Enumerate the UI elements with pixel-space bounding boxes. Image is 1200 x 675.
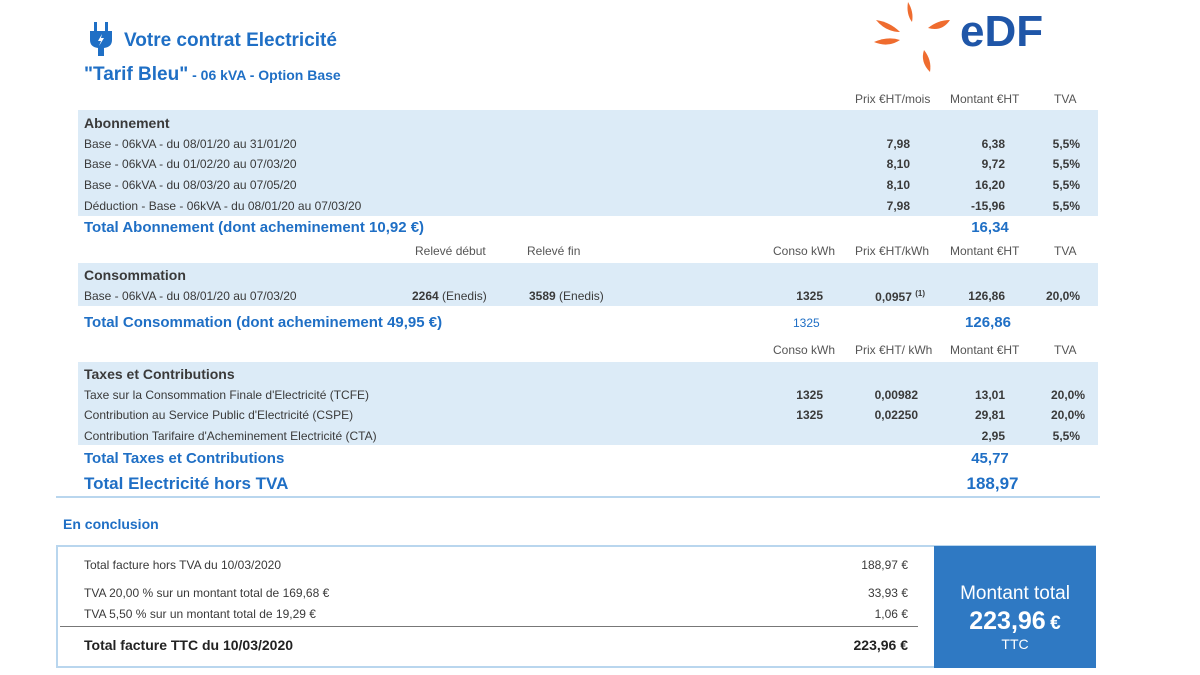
row-value: 33,93 €	[867, 586, 908, 600]
row-label: TVA 20,00 % sur un montant total de 169,68 €	[84, 586, 330, 600]
row-prix: 0,02250	[874, 408, 918, 422]
row-conso: 1325	[796, 388, 823, 402]
contract-title: Votre contrat Electricité	[124, 30, 337, 51]
montant-total-value: 223,96	[969, 607, 1046, 635]
row-montant: 9,72	[981, 157, 1005, 171]
row-tva: 5,5%	[1052, 429, 1080, 443]
col-montant-ht: Montant €HT	[950, 343, 1020, 357]
releve-debut-value: 2264	[412, 289, 439, 303]
row-montant: 126,86	[968, 289, 1005, 303]
edf-logo	[868, 0, 1068, 72]
row-tva: 5,5%	[1052, 157, 1080, 171]
row-label: Déduction - Base - 06kVA - du 08/01/20 au 07/03/20	[84, 199, 362, 213]
row-prix: 0,00982	[874, 388, 918, 402]
total-ttc-value: 223,96 €	[853, 637, 908, 653]
prix-value: 0,0957	[875, 290, 912, 304]
tarif-detail: - 06 kVA - Option Base	[188, 67, 341, 83]
col-prix-mois: Prix €HT/mois	[855, 92, 931, 106]
releve-fin-source: (Enedis)	[559, 289, 604, 303]
total-consommation-value: 126,86	[965, 314, 1011, 331]
row-tva: 5,5%	[1052, 178, 1080, 192]
row-label: Taxe sur la Consommation Finale d'Electricité (TCFE)	[84, 388, 370, 402]
row-montant: 16,20	[974, 178, 1005, 192]
total-consommation-conso: 1325	[793, 316, 820, 330]
row-value: 188,97 €	[861, 558, 908, 572]
col-tva: TVA	[1054, 244, 1077, 258]
row-label: Base - 06kVA - du 01/02/20 au 07/03/20	[84, 157, 297, 171]
row-prix: 8,10	[886, 178, 910, 192]
montant-total-currency: €	[1050, 613, 1061, 634]
row-label: Total facture hors TVA du 10/03/2020	[84, 558, 282, 572]
total-ht-value: 188,97	[966, 474, 1019, 493]
row-label: Base - 06kVA - du 08/01/20 au 31/01/20	[84, 137, 297, 151]
montant-total-box	[934, 546, 1096, 668]
col-conso-kwh: Conso kWh	[773, 343, 836, 357]
releve-debut	[412, 289, 487, 303]
row-prix: 7,98	[886, 199, 910, 213]
total-ht-label: Total Electricité hors TVA	[84, 474, 289, 493]
row-label: Contribution Tarifaire d'Acheminement Electricité (CTA)	[84, 429, 377, 443]
row-prix: 8,10	[886, 157, 910, 171]
row-tva: 20,0%	[1045, 289, 1080, 303]
row-tva: 20,0%	[1050, 388, 1085, 402]
col-montant-ht: Montant €HT	[950, 92, 1020, 106]
row-tva: 5,5%	[1052, 199, 1080, 213]
row-tva: 20,0%	[1050, 408, 1085, 422]
montant-total-suffix: TTC	[1001, 636, 1029, 652]
row-tva: 5,5%	[1052, 137, 1080, 151]
col-tva: TVA	[1054, 92, 1077, 106]
montant-total-amount	[934, 607, 1096, 636]
row-montant: -15,96	[970, 199, 1005, 213]
releve-debut-source: (Enedis)	[442, 289, 487, 303]
releve-fin	[529, 289, 604, 303]
plug-icon	[88, 22, 114, 56]
total-ttc-label: Total facture TTC du 10/03/2020	[84, 637, 294, 653]
col-releve-debut: Relevé début	[415, 244, 486, 258]
col-prix-kwh: Prix €HT/ kWh	[855, 343, 933, 357]
abonnement-title: Abonnement	[84, 115, 170, 131]
footnote-marker: (1)	[915, 289, 925, 298]
conclusion-divider	[60, 626, 918, 627]
consommation-title: Consommation	[84, 267, 186, 283]
col-tva: TVA	[1054, 343, 1077, 357]
row-label: Base - 06kVA - du 08/03/20 au 07/05/20	[84, 178, 297, 192]
total-taxes-value: 45,77	[971, 450, 1009, 467]
divider	[56, 496, 1100, 498]
row-conso: 1325	[796, 408, 823, 422]
row-montant: 13,01	[974, 388, 1005, 402]
col-conso-kwh: Conso kWh	[773, 244, 836, 258]
row-label: Contribution au Service Public d'Electricité (CSPE)	[84, 408, 354, 422]
row-montant: 2,95	[981, 429, 1005, 443]
montant-total-label: Montant total	[960, 583, 1070, 604]
total-consommation-label: Total Consommation (dont acheminement 49,95 €)	[84, 314, 443, 331]
row-montant: 6,38	[981, 137, 1005, 151]
row-montant: 29,81	[974, 408, 1005, 422]
col-montant-ht: Montant €HT	[950, 244, 1020, 258]
tarif-name: "Tarif Bleu"	[84, 64, 189, 85]
col-prix-kwh: Prix €HT/kWh	[855, 244, 930, 258]
total-abonnement-label: Total Abonnement (dont acheminement 10,92 €)	[84, 219, 425, 236]
total-taxes-label: Total Taxes et Contributions	[84, 450, 285, 467]
row-label: TVA 5,50 % sur un montant total de 19,29 €	[84, 607, 316, 621]
edf-logo-text: eDF	[960, 7, 1044, 56]
taxes-title: Taxes et Contributions	[84, 366, 235, 382]
col-releve-fin: Relevé fin	[527, 244, 581, 258]
row-prix	[840, 289, 925, 304]
row-prix: 7,98	[886, 137, 910, 151]
total-abonnement-value: 16,34	[971, 219, 1009, 236]
row-label: Base - 06kVA - du 08/01/20 au 07/03/20	[84, 289, 297, 303]
row-value: 1,06 €	[874, 607, 908, 621]
row-conso: 1325	[796, 289, 823, 303]
conclusion-title: En conclusion	[63, 516, 159, 532]
tarif-line	[84, 64, 341, 86]
releve-fin-value: 3589	[529, 289, 556, 303]
